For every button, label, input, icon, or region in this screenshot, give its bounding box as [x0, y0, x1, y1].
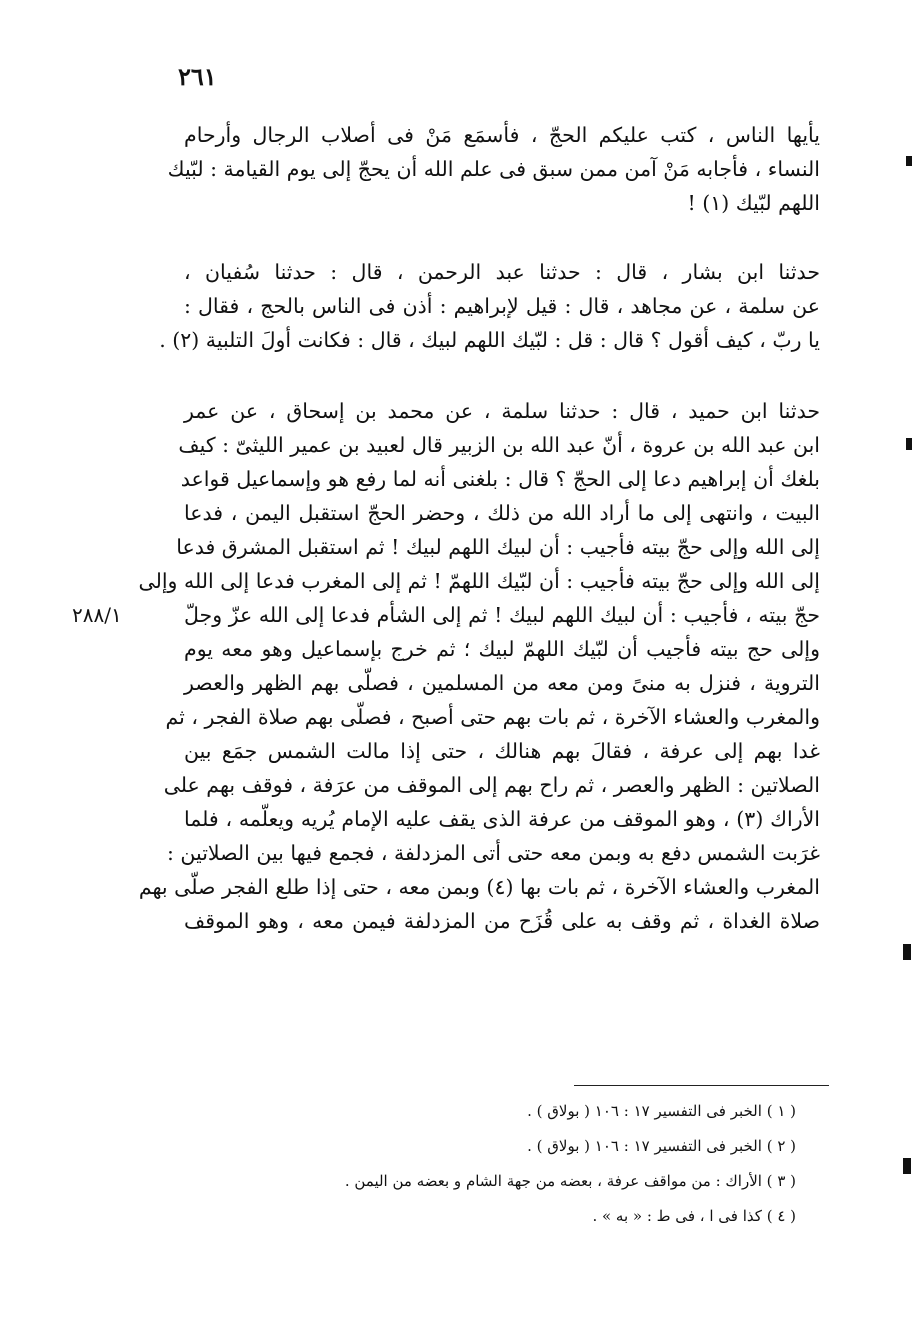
paragraph-line: النساء ، فأجابه مَنْ آمن ممن سبق فى علم الله أن يحجّ إلى يوم القيامة : لبّيك	[167, 157, 820, 181]
scan-edge-mark	[906, 156, 912, 166]
paragraph-line: حدثنا ابن بشار ، قال : حدثنا عبد الرحمن ، قال : حدثنا سُفيان ،	[184, 260, 820, 284]
page-number: ٢٦١	[178, 62, 217, 91]
paragraph-line: يا ربّ ، كيف أقول ؟ قال : قل : لبّيك اللهم لبيك ، قال : فكانت أولَ التلبية (٢) .	[159, 328, 820, 352]
scan-edge-mark	[906, 438, 912, 450]
paragraph-line: حجّ بيته ، فأجيب : أن لبيك اللهم لبيك ! ثم إلى الشأم فدعا إلى الله عزّ وجلّ	[184, 603, 820, 627]
footnote-4: ( ٤ ) كذا فى ا ، فى ط : « به » .	[592, 1207, 796, 1225]
footnote-divider	[574, 1085, 829, 1086]
paragraph-line: غرَبت الشمس دفع به وبمن معه حتى أتى المزدلفة ، فجمع فيها بين الصلاتين :	[167, 841, 820, 865]
paragraph-line: إلى الله وإلى حجّ بيته فأجيب : أن لبيك اللهم لبيك ! ثم استقبل المشرق فدعا	[176, 535, 820, 559]
paragraph-3	[138, 394, 820, 938]
paragraph-1	[167, 118, 820, 220]
paragraph-line: الأراك (٣) ، وهو الموقف من عرفة الذى يقف عليه الإمام يُريه ويعلّمه ، فلما	[184, 807, 820, 831]
paragraph-line: البيت ، وانتهى إلى ما أراد الله من ذلك ، وحضر الحجّ استقبل اليمن ، فدعا	[184, 501, 820, 525]
paragraph-line: التروية ، فنزل به منىً ومن معه من المسلمين ، فصلّى بهم الظهر والعصر	[184, 671, 820, 695]
margin-reference: ٢٨٨/١	[72, 603, 122, 627]
paragraph-line: المغرب والعشاء الآخرة ، ثم بات بها (٤) وبمن معه ، حتى إذا طلع الفجر صلّى بهم	[138, 875, 820, 899]
paragraph-line: اللهم لبّيك (١) !	[687, 191, 820, 215]
paragraph-line: ابن عبد الله بن عروة ، أنّ عبد الله بن الزبير قال لعبيد بن عمير الليثىّ : كيف	[178, 433, 820, 457]
paragraph-line: حدثنا ابن حميد ، قال : حدثنا سلمة ، عن محمد بن إسحاق ، عن عمر	[184, 399, 820, 423]
paragraph-line: وإلى حج بيته فأجيب أن لبّيك اللهمّ لبيك ؛ ثم خرج بإسماعيل وهو معه يوم	[184, 637, 820, 661]
paragraph-line: يأيها الناس ، كتب عليكم الحجّ ، فأسمَع مَنْ فى أصلاب الرجال وأرحام	[184, 123, 820, 147]
paragraph-line: عن سلمة ، عن مجاهد ، قال : قيل لإبراهيم : أذن فى الناس بالحج ، فقال :	[184, 294, 820, 318]
paragraph-line: صلاة الغداة ، ثم وقف به على قُزَح من المزدلفة فيمن معه ، وهو الموقف	[184, 909, 820, 933]
paragraph-line: غدا بهم إلى عرفة ، فقالَ بهم هنالك ، حتى إذا مالت الشمس جمَع بين	[184, 739, 820, 763]
scan-edge-mark	[903, 944, 911, 960]
footnote-2: ( ٢ ) الخبر فى التفسير ١٧ : ١٠٦ ( بولاق ) .	[527, 1137, 796, 1155]
paragraph-2	[159, 255, 820, 357]
scan-edge-mark	[903, 1158, 911, 1174]
paragraph-line: إلى الله وإلى حجّ بيته فأجيب : أن لبّيك اللهمّ ! ثم إلى المغرب فدعا إلى الله وإلى	[138, 569, 820, 593]
footnotes	[345, 1094, 796, 1234]
paragraph-line: الصلاتين : الظهر والعصر ، ثم راح بهم إلى الموقف من عرَفة ، فوقف بهم على	[163, 773, 820, 797]
footnote-3: ( ٣ ) الأراك : من مواقف عرفة ، بعضه من جهة الشام و بعضه من اليمن .	[344, 1172, 796, 1190]
footnote-1: ( ١ ) الخبر فى التفسير ١٧ : ١٠٦ ( بولاق ) .	[527, 1102, 796, 1120]
paragraph-line: بلغك أن إبراهيم دعا إلى الحجّ ؟ قال : بلغنى أنه لما رفع هو وإسماعيل قواعد	[180, 467, 820, 491]
paragraph-line: والمغرب والعشاء الآخرة ، ثم بات بهم حتى أصبح ، فصلّى بهم صلاة الفجر ، ثم	[165, 705, 820, 729]
